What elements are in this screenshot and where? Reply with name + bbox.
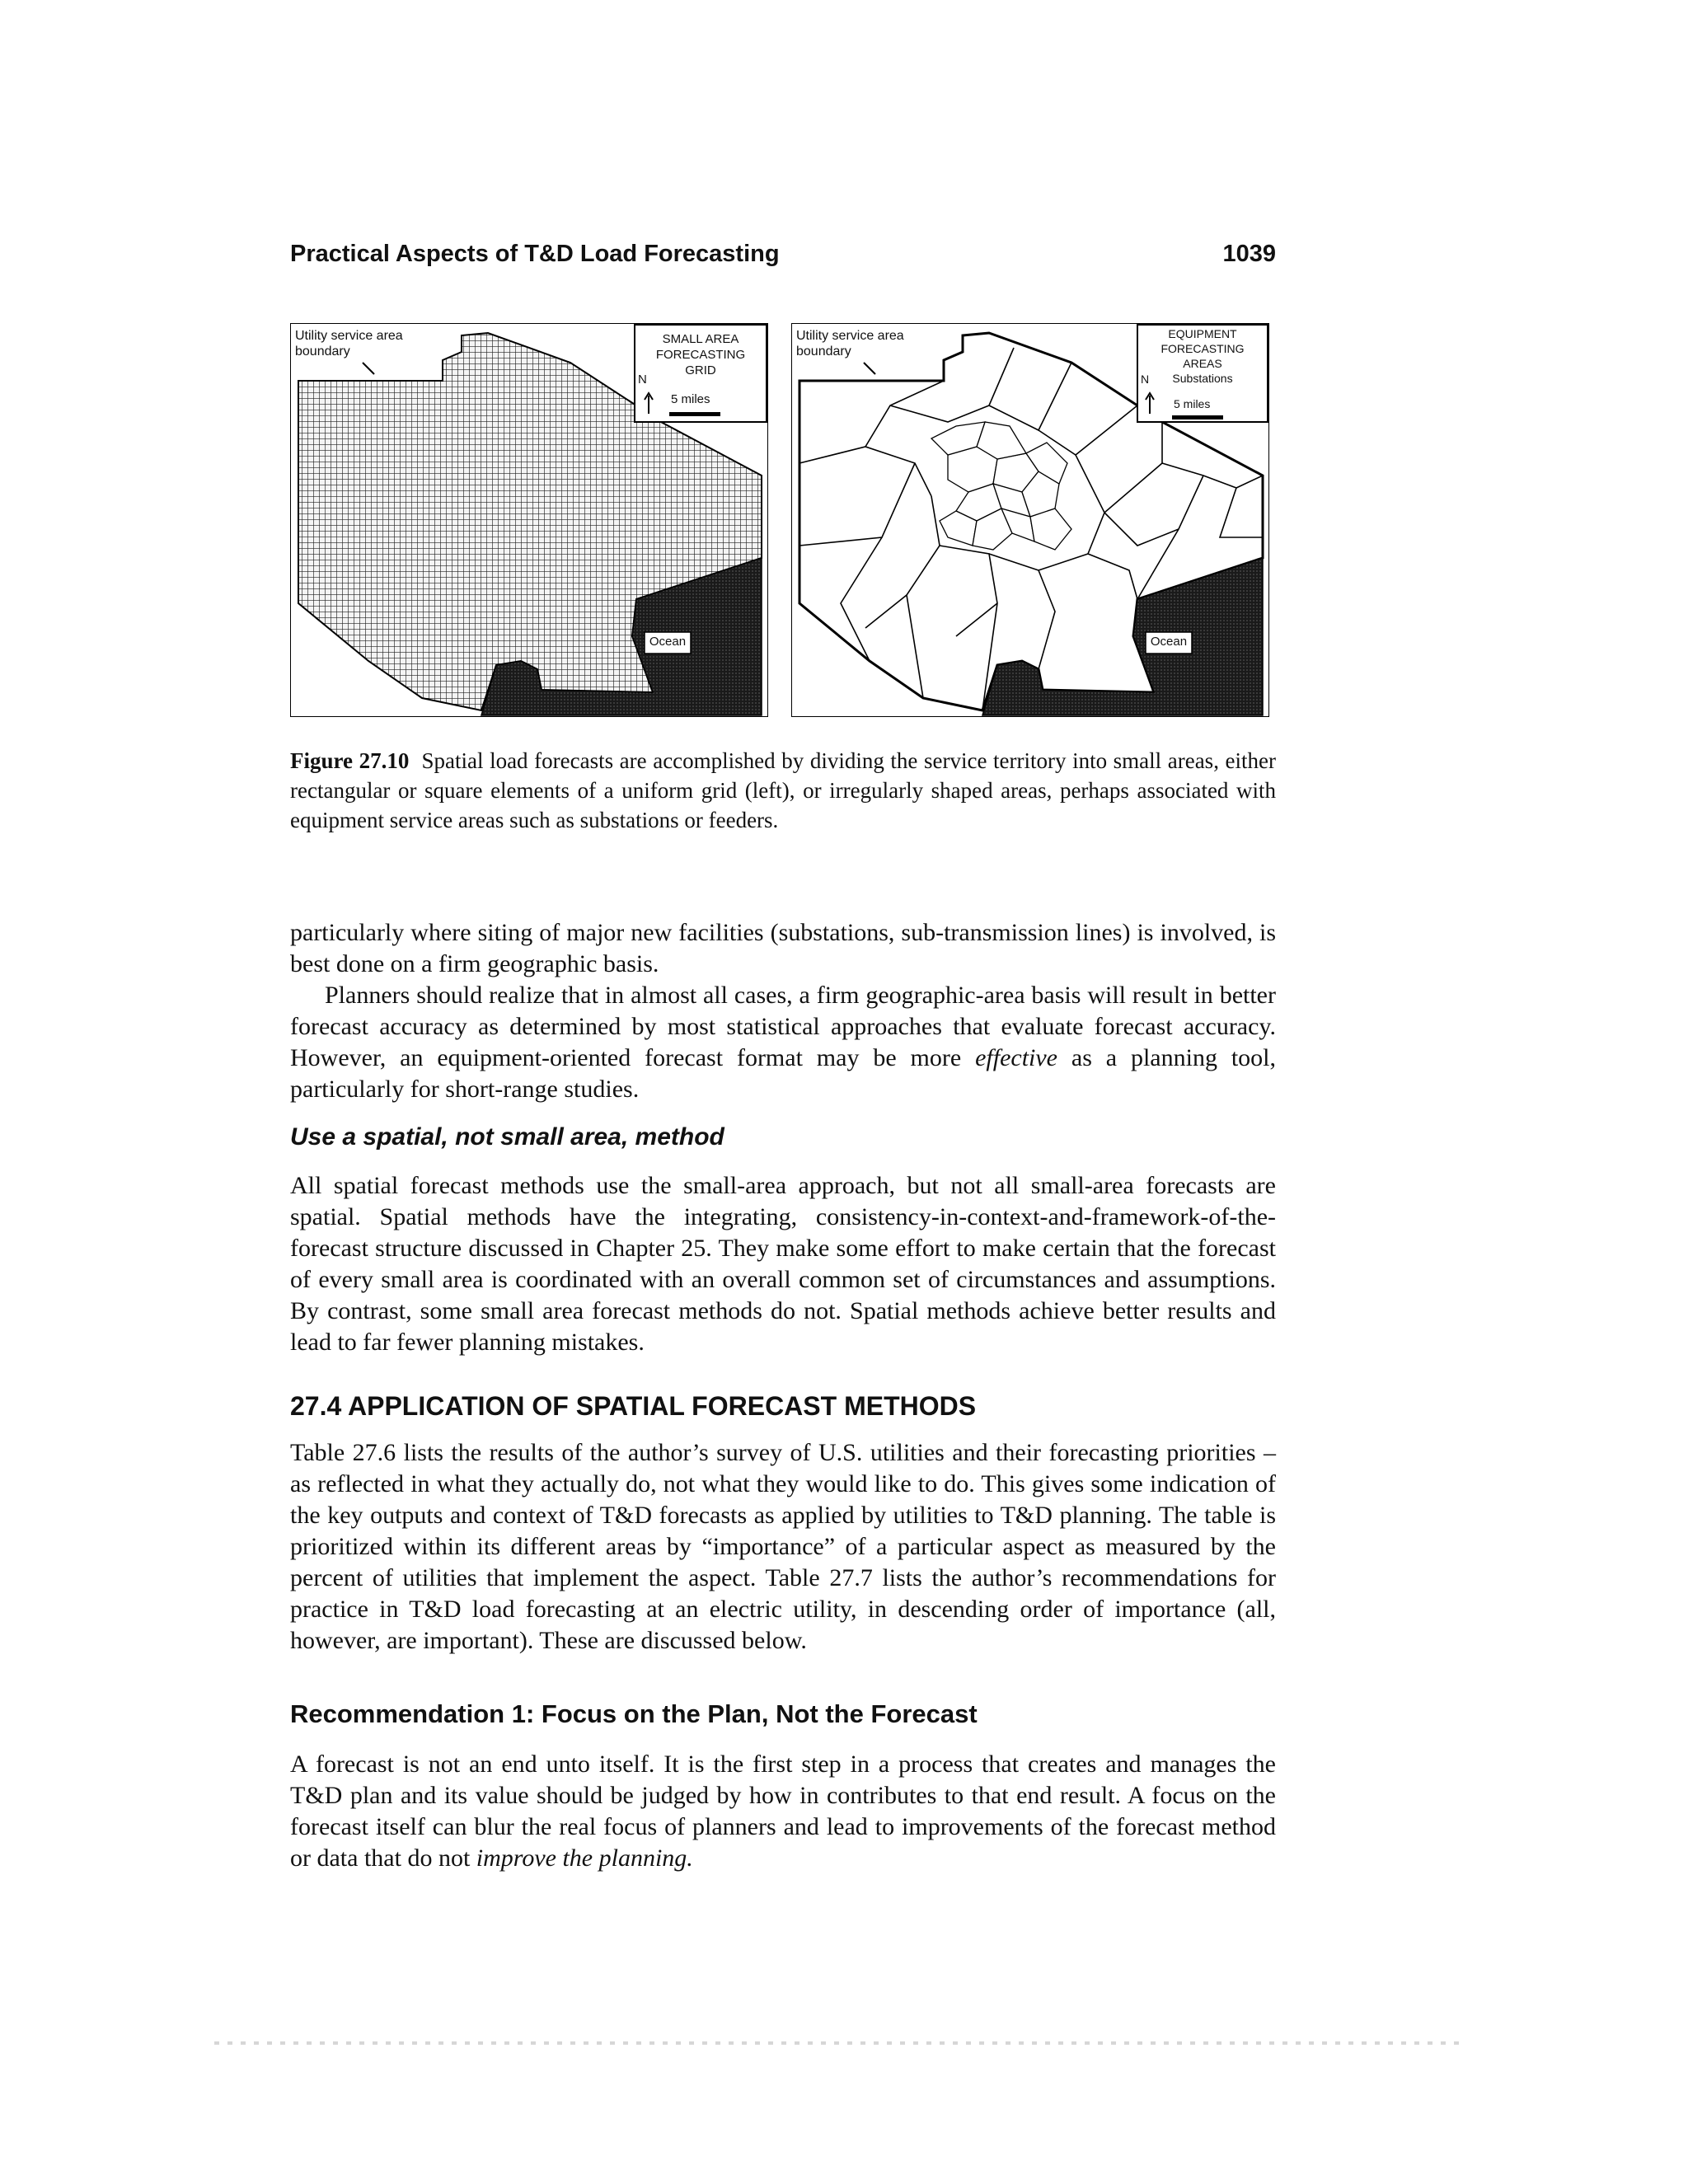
- legend-line-3: AREAS: [1183, 357, 1222, 370]
- heading-recommendation-1: Recommendation 1: Focus on the Plan, Not the Forecast: [290, 1699, 978, 1728]
- subheading-spatial-method: Use a spatial, not small area, method: [290, 1123, 724, 1151]
- paragraph-5-emphasis: improve the planning.: [476, 1844, 693, 1872]
- paragraph-2-text-a: Planners should realize that in almost all cases, a firm geographic-area basis will result in better forecast accuracy as determined by most statistical approaches that evaluate forecast accuracy. However, an equipment-oriented forecast format may be more: [290, 982, 1276, 1071]
- legend-line-3: GRID: [685, 363, 716, 377]
- scan-artifact-divider: [214, 2041, 1467, 2045]
- equipment-areas-map: [791, 323, 1269, 717]
- figure-caption: [290, 746, 1276, 835]
- legend-line-2: FORECASTING: [1160, 342, 1245, 355]
- paragraph-block-3: [290, 1437, 1276, 1657]
- boundary-label-line-1: Utility service area: [796, 329, 904, 343]
- page-number: 1039: [1222, 241, 1276, 267]
- section-heading-27-4: 27.4 APPLICATION OF SPATIAL FORECAST METHODS: [290, 1391, 977, 1421]
- scale-bar: [1172, 415, 1223, 419]
- paragraph-block-1: [290, 917, 1276, 1105]
- paragraph-3: All spatial forecast methods use the small-area approach, but not all small-area forecasts are spatial. Spatial methods have the integrating, consistency-in-context-and-framework-of-the-forecast structure discussed in Chapter 25. They make some effort to make certain that the forecast of every small area is coordinated with an overall common set of circumstances and assumptions. By contrast, some small area forecast methods do not. Spatial methods achieve better results and lead to far fewer planning mistakes.: [290, 1172, 1276, 1356]
- paragraph-2-emphasis: effective: [975, 1044, 1057, 1071]
- scale-label: 5 miles: [671, 392, 710, 406]
- legend-text: [636, 331, 765, 378]
- paragraph-block-4: [290, 1749, 1276, 1874]
- scale-bar: [669, 412, 720, 416]
- legend-line-1: EQUIPMENT: [1168, 327, 1237, 340]
- legend-line-4: Substations: [1172, 372, 1233, 385]
- figure-27-10: [290, 323, 1279, 719]
- boundary-label: [295, 328, 403, 359]
- north-label: N: [1141, 373, 1150, 386]
- caption-label: Figure 27.10: [290, 748, 410, 773]
- boundary-label-line-2: boundary: [796, 344, 851, 359]
- boundary-label-line-2: boundary: [295, 344, 350, 359]
- legend-line-1: SMALL AREA: [662, 332, 739, 346]
- legend-line-2: FORECASTING: [655, 348, 746, 362]
- paragraph-1: particularly where siting of major new facilities (substations, sub-transmission lines) is involved, is best done on a firm geographic basis.: [290, 919, 1276, 977]
- paragraph-2: [290, 980, 1276, 1105]
- header-title: Practical Aspects of T&D Load Forecasting: [290, 241, 780, 267]
- small-area-grid-map: [290, 323, 768, 717]
- scale-label: 5 miles: [1174, 397, 1211, 410]
- ocean-label: Ocean: [649, 635, 687, 649]
- legend-text: [1139, 326, 1266, 386]
- caption-text: Spatial load forecasts are accomplished by dividing the service territory into small areas, either rectangular or square elements of a uniform grid (left), or irregularly shaped areas, perhaps associated with equipment service areas such as substations or feeders.: [290, 748, 1276, 832]
- grid-map-svg: [290, 323, 768, 717]
- north-label: N: [638, 373, 647, 387]
- paragraph-block-2: [290, 1170, 1276, 1358]
- ocean-label: Ocean: [1150, 635, 1188, 649]
- running-header: [290, 241, 1276, 274]
- boundary-label: [796, 328, 904, 359]
- paragraph-2-text-b: as a planning tool, particularly for short-range studies.: [290, 1044, 1276, 1103]
- paragraph-5-text: A forecast is not an end unto itself. It is the first step in a process that creates and manages the T&D plan and its value should be judged by how in contributes to that end result. A focus on the forecast itself can blur the real focus of planners and lead to improvements of the forecast method or data that do not: [290, 1750, 1276, 1872]
- boundary-label-line-1: Utility service area: [295, 329, 403, 343]
- paragraph-5: [290, 1749, 1276, 1874]
- paragraph-4: Table 27.6 lists the results of the author’s survey of U.S. utilities and their forecasting priorities – as reflected in what they actually do, not what they would like to do. This gives some indication of the key outputs and context of T&D forecasts as applied by utilities to T&D planning. The table is prioritized within its different areas by “importance” of a particular aspect as measured by the percent of utilities that implement the aspect. Table 27.7 lists the author’s recommendations for practice in T&D load forecasting at an electric utility, in descending order of importance (all, however, are important). These are discussed below.: [290, 1439, 1276, 1654]
